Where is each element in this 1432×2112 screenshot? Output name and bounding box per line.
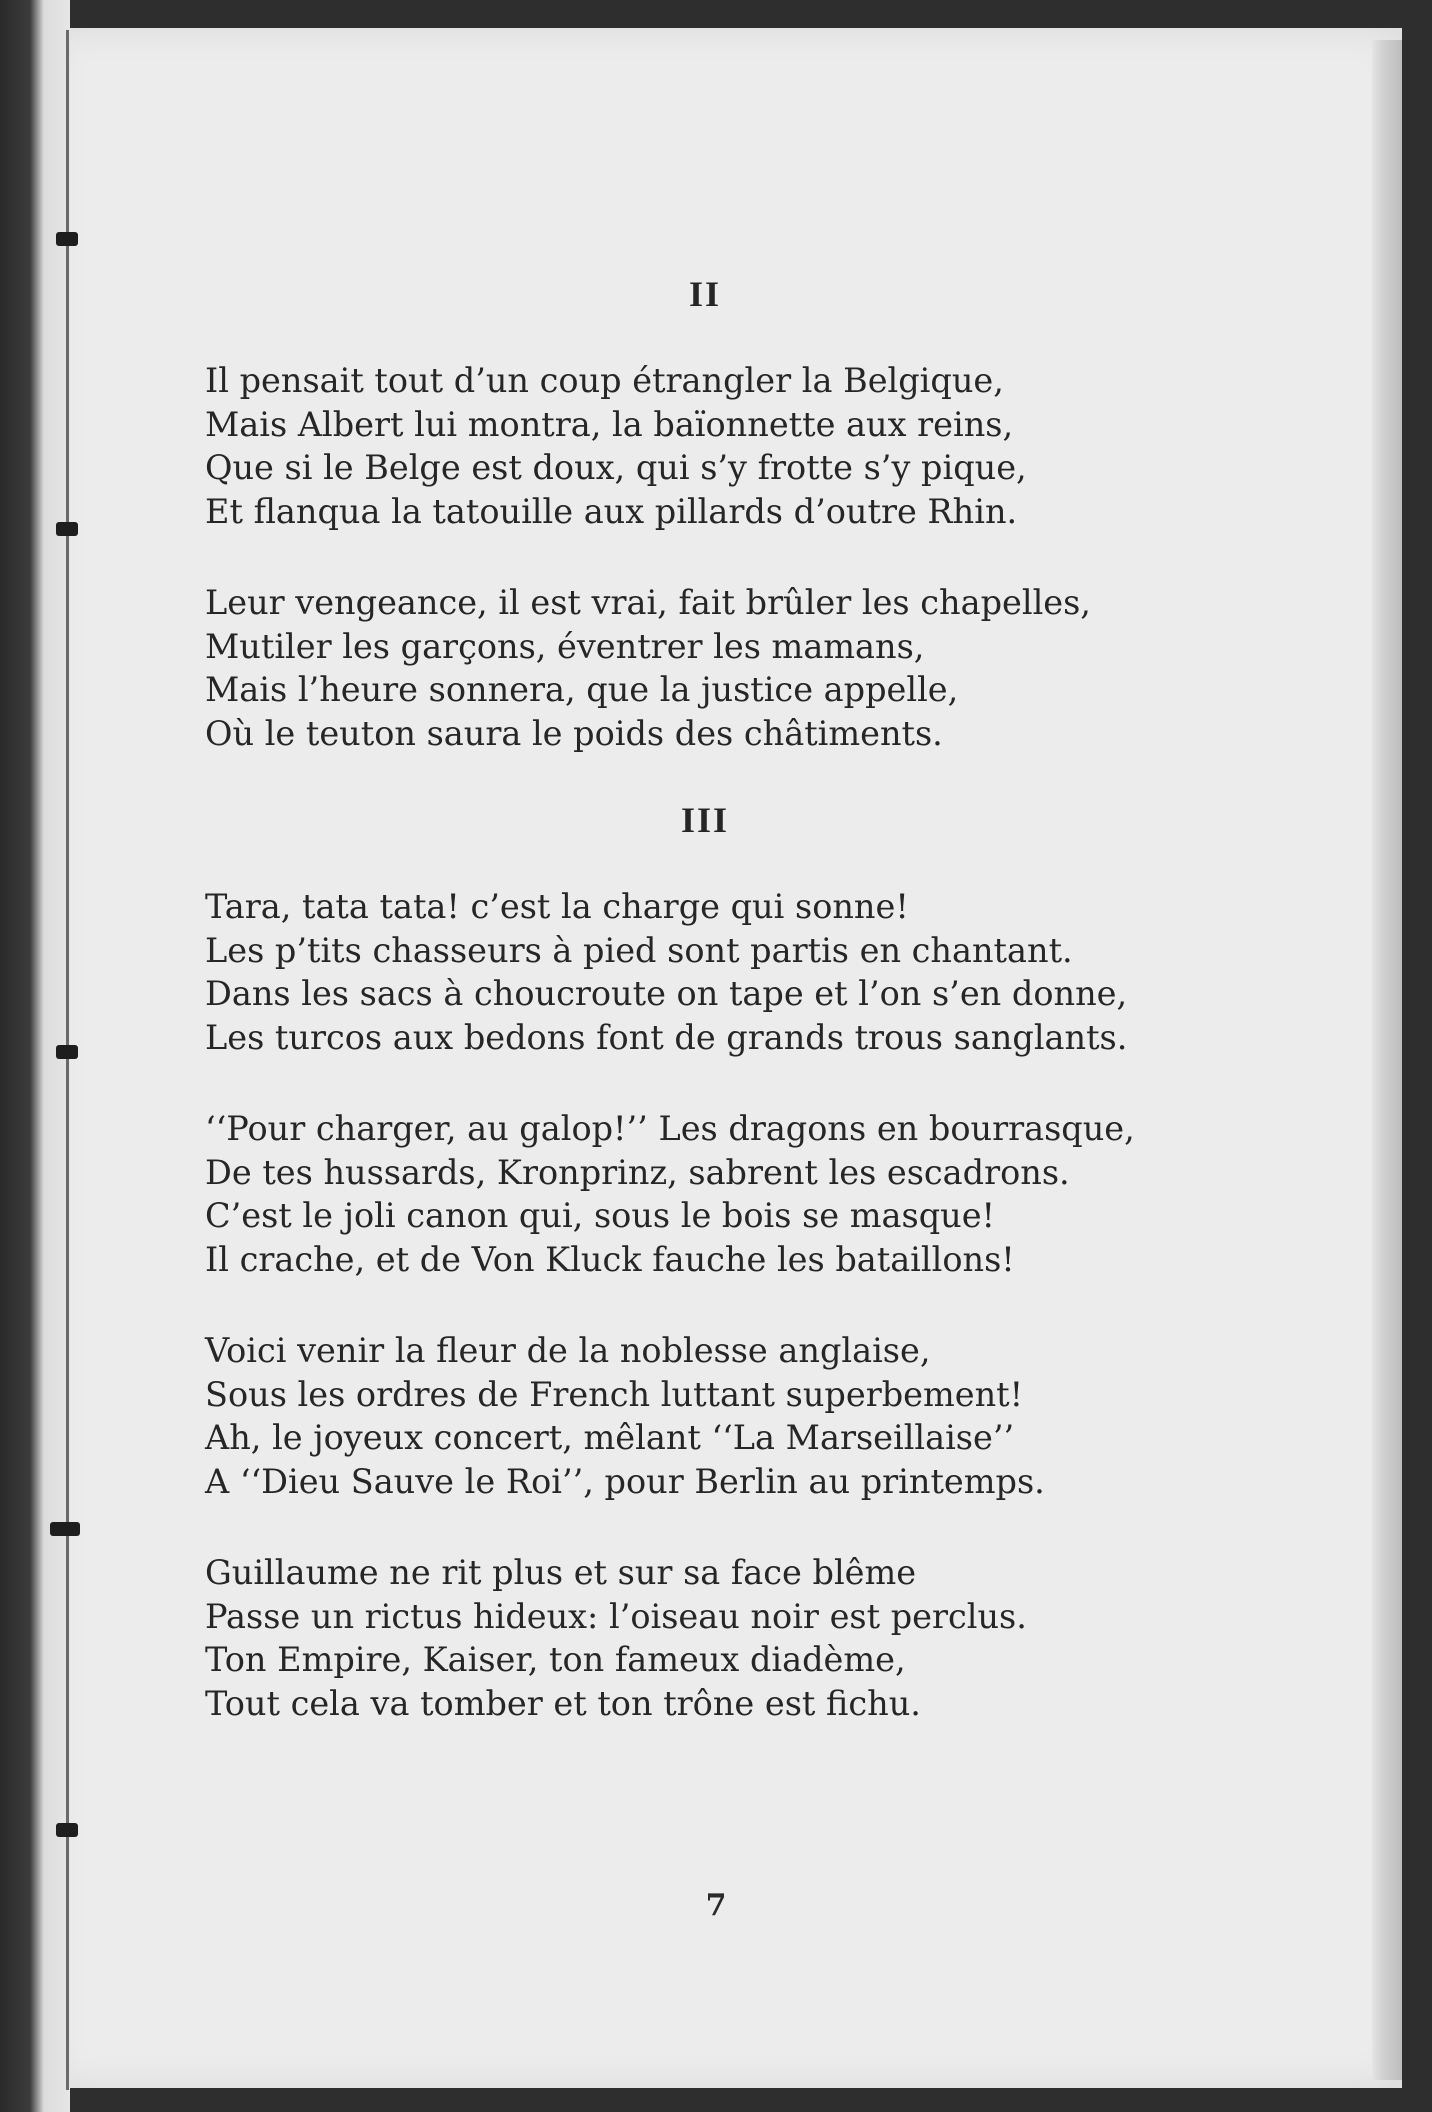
binding-stitch (56, 1823, 78, 1837)
verse-line: Et flanqua la tatouille aux pillards d’outre Rhin. (205, 491, 1018, 531)
verse-line: Il crache, et de Von Kluck fauche les bataillons! (205, 1239, 1015, 1279)
verse-line: Il pensait tout d’un coup étrangler la Belgique, (205, 361, 1004, 400)
stanza (205, 1551, 1205, 1725)
poem-text (205, 255, 1205, 1725)
verse-line: ‘‘Pour charger, au galop!’’ Les dragons en bourrasque, (205, 1109, 1135, 1148)
section-heading: II (688, 274, 722, 314)
verse-line: A ‘‘Dieu Sauve le Roi’’, pour Berlin au printemps. (205, 1461, 1045, 1501)
stanza (205, 885, 1205, 1059)
verse-line: Mutiler les garçons, éventrer les mamans, (205, 626, 925, 666)
verse-line: Ah, le joyeux concert, mêlant ‘‘La Marseillaise’’ (205, 1418, 1015, 1457)
binding-stitch (56, 522, 78, 536)
verse-line: Que si le Belge est doux, qui s’y frotte s’y pique, (205, 448, 1027, 487)
stanza (205, 1329, 1205, 1503)
stanza (205, 581, 1205, 755)
verse-line: Sous les ordres de French luttant superbement! (205, 1374, 1024, 1414)
page-edge (1372, 40, 1402, 2080)
binding-stitch (56, 232, 78, 246)
verse-line: Les turcos aux bedons font de grands trous sanglants. (205, 1017, 1128, 1057)
verse-line: Les p’tits chasseurs à pied sont partis en chantant. (205, 930, 1073, 970)
verse-line: Dans les sacs à choucroute on tape et l’on s’en donne, (205, 974, 1128, 1013)
stanza (205, 1107, 1205, 1281)
verse-line: Mais Albert lui montra, la baïonnette aux reins, (205, 404, 1014, 444)
stanza (205, 359, 1205, 533)
verse-line: Tara, tata tata! c’est la charge qui sonne! (205, 887, 909, 926)
verse-line: Mais l’heure sonnera, que la justice appelle, (205, 670, 959, 709)
verse-line: C’est le joli canon qui, sous le bois se masque! (205, 1196, 995, 1235)
verse-line: Leur vengeance, il est vrai, fait brûler les chapelles, (205, 583, 1091, 622)
page-number: 7 (705, 1888, 727, 1923)
verse-line: Ton Empire, Kaiser, ton fameux diadème, (205, 1640, 906, 1679)
verse-line: Passe un rictus hideux: l’oiseau noir est perclus. (205, 1596, 1027, 1636)
binding-stitch (50, 1522, 80, 1536)
verse-line: Guillaume ne rit plus et sur sa face blême (205, 1553, 917, 1592)
verse-line: Voici venir la fleur de la noblesse anglaise, (205, 1331, 931, 1370)
verse-line: Tout cela va tomber et ton trône est fichu. (205, 1683, 921, 1723)
verse-line: De tes hussards, Kronprinz, sabrent les escadrons. (205, 1152, 1070, 1192)
binding-stitch (56, 1045, 78, 1059)
verse-line: Où le teuton saura le poids des châtiments. (205, 713, 943, 753)
section-heading: III (680, 800, 730, 840)
spine-line (66, 30, 69, 2090)
